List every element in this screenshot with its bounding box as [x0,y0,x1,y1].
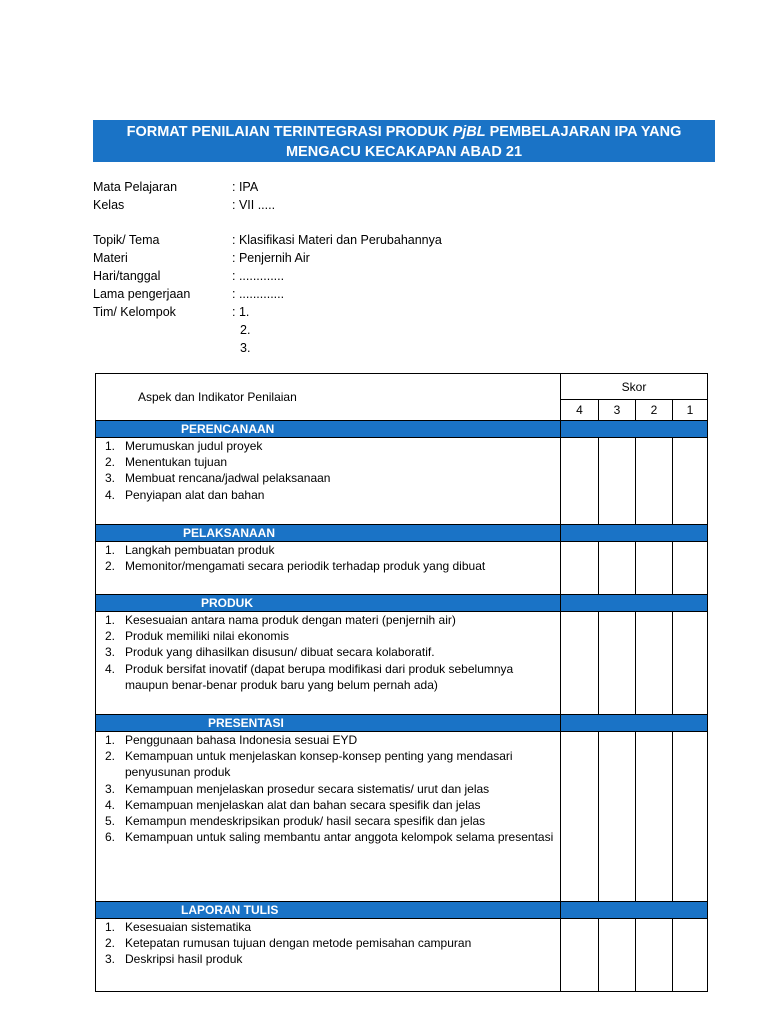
indicator-number: 2. [105,936,116,951]
section-title: PERENCANAAN [96,421,561,438]
title-pjbl: PjBL [452,124,486,140]
section-items-row [96,438,708,525]
indicator-item [100,628,556,644]
score-cell-1[interactable] [673,542,708,595]
score-cell-1[interactable] [673,919,708,992]
title-line2: MENGACU KECAKAPAN ABAD 21 [285,144,523,160]
form-title [93,120,715,162]
indicator-number: 1. [105,920,116,934]
indicator-item [100,951,556,967]
indicator-list-cell [96,542,561,595]
indicator-item [100,935,556,951]
score-cell-1[interactable] [673,438,708,525]
score-cell-2[interactable] [636,612,673,715]
score-cell-1[interactable] [673,612,708,715]
indicator-item [100,542,556,558]
indicator-number: 3. [105,781,116,796]
score-cell-3[interactable] [599,919,636,992]
indicator-text: Kemampuan menjelaskan alat dan bahan secara spesifik dan jelas [125,797,481,812]
indicator-item [100,919,556,935]
section-score-band [561,902,708,919]
section-items-row [96,732,708,902]
score-cell-2[interactable] [636,919,673,992]
indicator-item [100,644,556,660]
score-cell-2[interactable] [636,542,673,595]
indicator-item [100,748,556,780]
indicator-list [100,612,556,693]
score-col-3: 3 [599,400,636,421]
indicator-list [100,438,556,503]
indicator-list [100,919,556,968]
score-cell-3[interactable] [599,542,636,595]
indicator-item [100,813,556,829]
indicator-number: 3. [105,471,116,486]
indicator-text: Penyiapan alat dan bahan [125,487,265,502]
score-col-1: 1 [673,400,708,421]
indicator-number: 4. [105,487,116,502]
indicator-list [100,732,556,845]
indicator-text: Kemampuan untuk saling membantu antar anggota kelompok selama presentasi [125,830,554,845]
indicator-number: 2. [105,749,116,764]
indicator-number: 4. [105,797,116,812]
indicator-text: Kemampuan menjelaskan prosedur secara sistematis/ urut dan jelas [125,781,490,796]
section-title: PRESENTASI [96,715,561,732]
indicator-item [100,438,556,454]
section-title: LAPORAN TULIS [96,902,561,919]
indicator-text: Kesesuaian sistematika [125,920,252,934]
indicator-item [100,487,556,503]
indicator-item [100,454,556,470]
indicator-text: Merumuskan judul proyek [125,439,263,453]
section-items-row [96,919,708,992]
score-cell-1[interactable] [673,732,708,902]
indicator-item [100,470,556,486]
indicator-number: 1. [105,613,116,627]
assessment-table [95,373,708,992]
indicator-item [100,732,556,748]
section-header [96,525,708,542]
indicator-number: 1. [105,543,116,557]
indicator-number: 4. [105,661,116,676]
indicator-text: Deskripsi hasil produk [125,952,243,967]
indicator-item [100,797,556,813]
section-score-band [561,715,708,732]
score-col-4: 4 [561,400,599,421]
section-score-band [561,595,708,612]
indicator-number: 3. [105,952,116,967]
indicator-text: Membuat rencana/jadwal pelaksanaan [125,471,331,486]
skor-header: Skor [561,374,708,400]
indicator-text: Kesesuaian antara nama produk dengan materi (penjernih air) [125,613,456,627]
section-score-band [561,525,708,542]
score-cell-4[interactable] [561,542,599,595]
section-header [96,715,708,732]
score-cell-2[interactable] [636,438,673,525]
indicator-number: 6. [105,830,116,845]
score-cell-3[interactable] [599,612,636,715]
indicator-item [100,781,556,797]
indicator-number: 5. [105,814,116,829]
section-items-row [96,612,708,715]
score-cell-4[interactable] [561,612,599,715]
indicator-item [100,829,556,845]
section-header [96,902,708,919]
indicator-text: Produk yang dihasilkan disusun/ dibuat secara kolaboratif. [125,645,435,660]
score-col-2: 2 [636,400,673,421]
indicator-item [100,661,556,693]
indicator-list-cell [96,438,561,525]
indicator-list [100,542,556,574]
indicator-text: Langkah pembuatan produk [125,543,275,557]
indicator-text: Penggunaan bahasa Indonesia sesuai EYD [125,733,358,747]
section-score-band [561,421,708,438]
aspect-header: Aspek dan Indikator Penilaian [96,374,561,421]
indicator-number: 2. [105,559,116,574]
indicator-text: Memonitor/mengamati secara periodik terhadap produk yang dibuat [125,559,486,574]
indicator-text: Produk bersifat inovatif (dapat berupa modifikasi dari produk sebelumnya maupun benar-benar produk baru yang belum pernah ada) [125,661,514,692]
title-line1-start: FORMAT PENILAIAN TERINTEGRASI PRODUK [126,124,453,140]
section-title: PRODUK [96,595,561,612]
section-items-row [96,542,708,595]
score-cell-4[interactable] [561,732,599,902]
indicator-number: 2. [105,455,116,470]
indicator-text: Produk memiliki nilai ekonomis [125,629,290,644]
score-cell-4[interactable] [561,438,599,525]
score-cell-2[interactable] [636,732,673,902]
section-title: PELAKSANAAN [96,525,561,542]
section-header [96,595,708,612]
section-header [96,421,708,438]
indicator-number: 3. [105,645,116,660]
score-cell-4[interactable] [561,919,599,992]
score-cell-3[interactable] [599,438,636,525]
title-line1-end: PEMBELAJARAN IPA YANG [485,124,682,140]
indicator-list-cell [96,612,561,715]
indicator-item [100,558,556,574]
indicator-number: 1. [105,733,116,747]
indicator-number: 1. [105,439,116,453]
indicator-text: Kemampuan untuk menjelaskan konsep-konsep penting yang mendasari penyusunan produk [125,749,513,780]
indicator-text: Menentukan tujuan [125,455,228,470]
indicator-text: Kemampun mendeskripsikan produk/ hasil secara spesifik dan jelas [125,814,486,829]
indicator-text: Ketepatan rumusan tujuan dengan metode pemisahan campuran [125,936,472,951]
indicator-item [100,612,556,628]
indicator-list-cell [96,732,561,902]
score-cell-3[interactable] [599,732,636,902]
indicator-number: 2. [105,629,116,644]
indicator-list-cell [96,919,561,992]
